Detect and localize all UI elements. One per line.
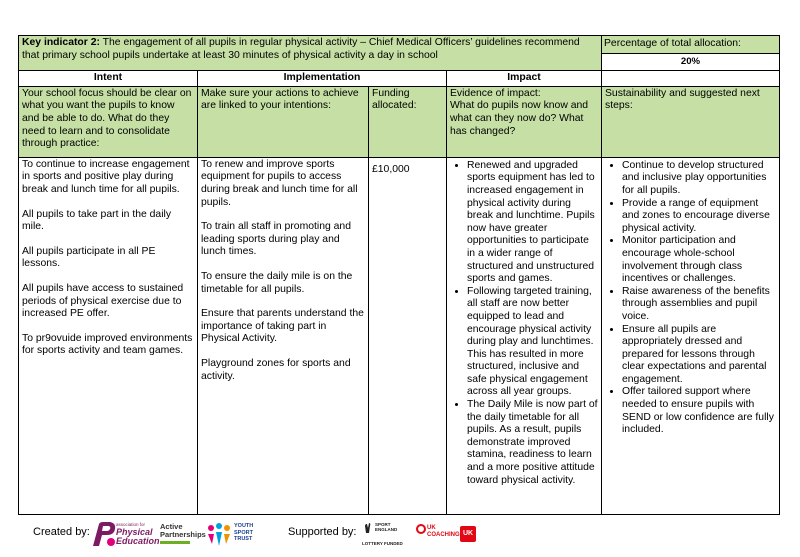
sport-england-logo xyxy=(362,522,408,552)
ukactive-logo xyxy=(460,526,476,542)
implementation-item: To train all staff in promoting and leading sports during play and lunch times. xyxy=(201,221,351,258)
header-impact: Impact xyxy=(447,71,602,87)
uk-coaching-logo xyxy=(416,522,460,550)
yst-line3: TRUST xyxy=(234,536,253,542)
implementation-cell xyxy=(198,157,369,514)
sustainability-item: • Monitor participation and encourage whole-school involvement through class incentives or challenges. xyxy=(622,235,776,285)
implementation-item: To renew and improve sports equipment for pupils to access during break and lunch time for all pupils. xyxy=(201,158,358,208)
intent-item: To continue to increase engagement in sports and positive play during break and lunch time for all pupils. xyxy=(22,158,190,195)
key-indicator-label: Key indicator 2: xyxy=(22,37,100,48)
sport-england-text xyxy=(375,522,397,532)
key-indicator-cell xyxy=(19,36,602,71)
header-implementation: Implementation xyxy=(198,71,447,87)
sustainability-item: • Offer tailored support where needed to ensure pupils with SEND or low confidence are fully included. xyxy=(622,386,776,436)
sustainability-item: • Continue to develop structured and inclusive play opportunities for all pupils. xyxy=(622,160,776,198)
intent-item: All pupils have access to sustained periods of physical exercise due to increased PE offer. xyxy=(22,282,184,320)
impact-cell xyxy=(447,157,602,514)
prompt-impact-question: What do pupils now know and what can they now do? What has changed? xyxy=(450,100,589,137)
ukactive-text: UK xyxy=(462,530,474,537)
impact-list xyxy=(450,160,598,487)
ukc-swirl-icon xyxy=(416,524,426,534)
intent-item: All pupils to take part in the daily mile. xyxy=(22,208,172,233)
sustainability-item: • Provide a range of equipment and zones to encourage diverse physical activity. xyxy=(622,198,776,236)
prompt-intent: Your school focus should be clear on what you want the pupils to know and be able to do. What do they need to learn and to consolidate through practice: xyxy=(19,86,198,157)
active-bar-icon xyxy=(160,541,190,544)
supported-by-label: Supported by: xyxy=(288,526,357,538)
implementation-item: To ensure the daily mile is on the timetable for all pupils. xyxy=(201,270,353,295)
yst-text xyxy=(234,523,253,543)
afpe-line2: Education xyxy=(116,536,160,546)
active-line1: Active xyxy=(160,522,183,531)
created-by-label: Created by: xyxy=(33,526,90,538)
implementation-item: Playground zones for sports and activity. xyxy=(201,357,351,382)
afpe-small-text: association for xyxy=(116,522,146,527)
key-indicator-table xyxy=(18,35,780,515)
sport-england-line1: SPORT xyxy=(375,522,391,527)
intent-cell xyxy=(19,157,198,514)
funding-cell xyxy=(369,157,447,514)
allocation-value: 20% xyxy=(602,54,779,71)
implementation-item: Ensure that parents understand the importance of taking part in Physical Activity. xyxy=(201,308,364,345)
youth-sport-trust-logo xyxy=(206,520,266,550)
afpe-mark-icon xyxy=(90,520,118,550)
sustainability-list xyxy=(605,160,776,437)
sustainability-item: • Raise awareness of the benefits through assemblies and pupil voice. xyxy=(622,286,776,324)
prompt-impact-title: Evidence of impact: xyxy=(450,87,541,99)
ukc-line2: COACHING xyxy=(427,531,460,538)
funding-value: £10,000 xyxy=(372,163,410,175)
active-line2: Partnerships xyxy=(160,530,206,539)
ukc-text xyxy=(427,525,460,538)
header-blank xyxy=(602,71,780,87)
prompt-impact xyxy=(447,86,602,157)
intent-item: All pupils participate in all PE lessons. xyxy=(22,245,156,270)
prompt-implementation: Make sure your actions to achieve are linked to your intentions: xyxy=(198,86,369,157)
yst-line2: SPORT xyxy=(234,529,253,536)
sustainability-cell xyxy=(602,157,780,514)
allocation-label-cell xyxy=(602,36,780,71)
header-intent: Intent xyxy=(19,71,198,87)
impact-item: • Following targeted training, all staff are now better equipped to lead and encourage physical activity during play and lunchtimes. This has resulted in more structured, inclusive and safe physical engagement across all year groups. xyxy=(467,286,598,399)
sport-england-line2: ENGLAND xyxy=(375,527,398,532)
allocation-label: Percentage of total allocation: xyxy=(602,37,779,54)
afpe-line1: Physical xyxy=(116,527,153,537)
sustainability-item: • Ensure all pupils are appropriately dressed and prepared for lessons through clear expectations and parental engagement. xyxy=(622,324,776,387)
lottery-crossed-fingers-icon xyxy=(362,522,374,534)
yst-line1: YOUTH xyxy=(234,523,254,529)
prompt-funding: Funding allocated: xyxy=(369,86,447,157)
active-partnerships-logo xyxy=(160,522,206,547)
impact-item: • Renewed and upgraded sports equipment has led to increased engagement in physical activity during break and lunchtime. Pupils now have greater opportunities to participate in a wider range of structured and unstructured sports and games. xyxy=(467,160,598,286)
afpe-logo xyxy=(90,520,158,550)
lottery-funded-text: LOTTERY FUNDED xyxy=(362,541,403,546)
prompt-sustainability: Sustainability and suggested next steps: xyxy=(602,86,780,157)
yst-figures-icon xyxy=(206,522,232,548)
key-indicator-text: The engagement of all pupils in regular physical activity – Chief Medical Officers’ guidelines recommend that primary school pupils undertake at least 30 minutes of physical activity a day in school xyxy=(22,37,580,61)
ukc-line1: UK xyxy=(427,525,436,531)
footer xyxy=(0,518,800,557)
impact-item: • The Daily Mile is now part of the daily timetable for all pupils. As a result, pupils demonstrate improved stamina, readiness to learn and a more positive attitude toward physical activity. xyxy=(467,399,598,487)
intent-item: To pr9ovuide improved environments for sports activity and team games. xyxy=(22,332,193,357)
